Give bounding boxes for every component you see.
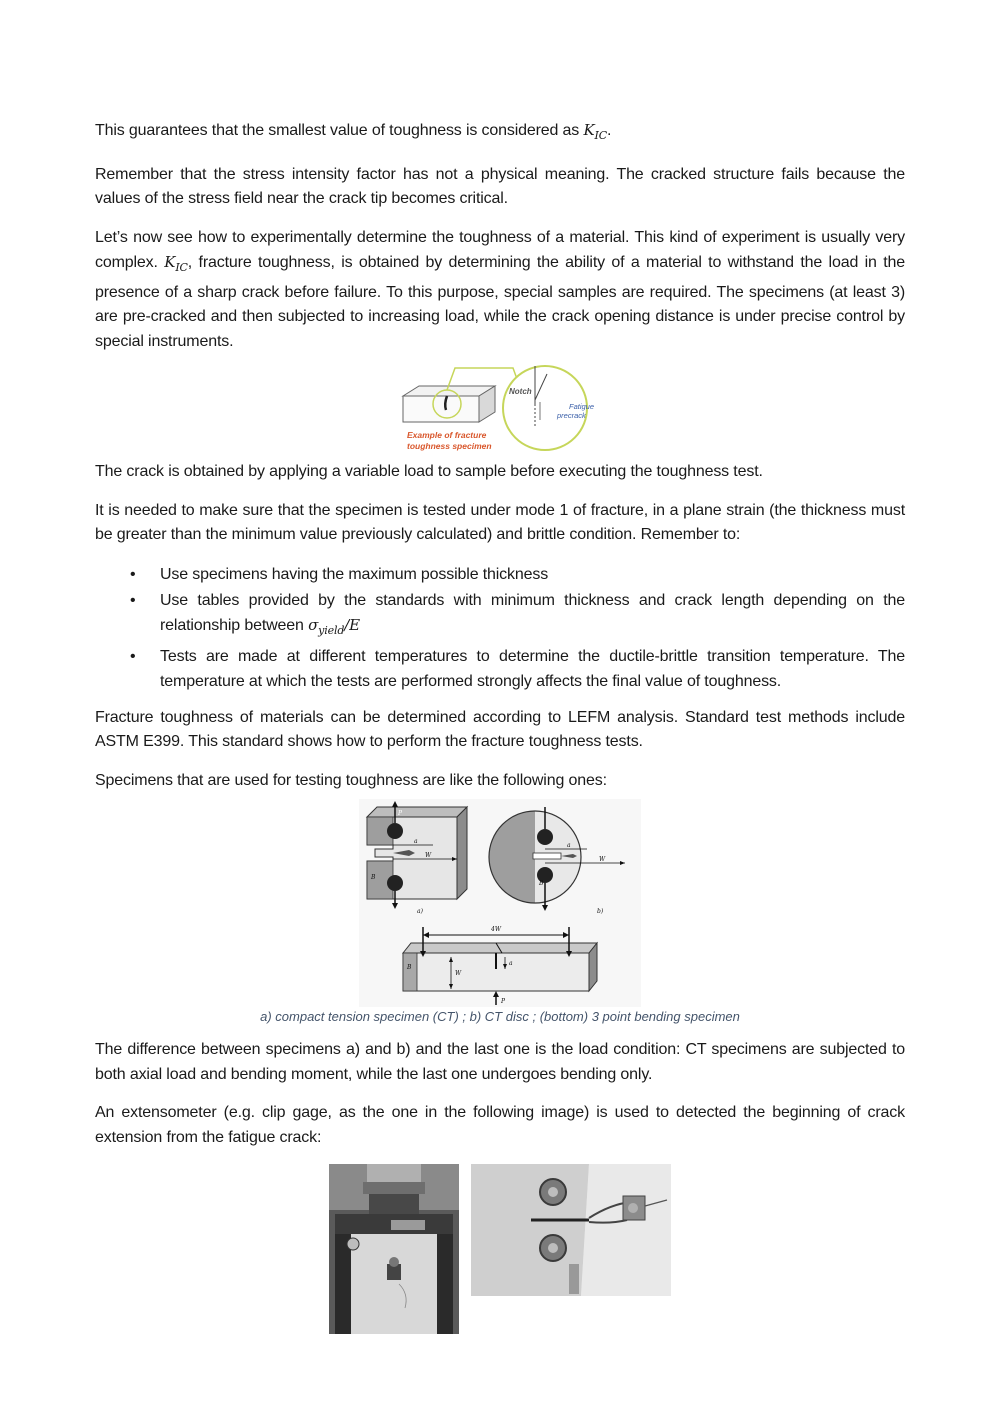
clip-gage-photo-left <box>329 1164 459 1334</box>
paragraph-text: , fracture toughness, is obtained by determining the ability of a material to withstand the load in the presence of a sharp crack before failure. To this purpose, special samples are required. The specimens (at least 3) are pre-cracked and then subjected to increasing load, while the crack opening distance is under precise control by special instruments. <box>95 254 905 350</box>
list-item: • Tests are made at different temperatures to determine the ductile-brittle transition temperature. The temperature at which the tests are performed strongly affects the final value of toughness. <box>130 647 905 690</box>
sublabel-b: b) <box>597 908 604 915</box>
load-label-p: P <box>501 998 506 1005</box>
width-label-w: W <box>599 856 606 863</box>
paragraph-tail: . <box>607 122 612 139</box>
list-item-text: Tests are made at different temperatures to determine the ductile-brittle transition temperature. The temperature at which the tests are performed strongly affects the final value of toughness. <box>160 647 905 690</box>
width-label-w: W <box>455 970 462 977</box>
sigma-sub: yield <box>318 623 345 637</box>
specimen-notch-figure <box>395 360 605 458</box>
paragraph-mode1: It is needed to make sure that the specimen is tested under mode 1 of fracture, in a plane strain (the thickness must be greater than the minimum value previously calculated) and brittle condition. Remember to: <box>95 501 905 543</box>
modulus-symbol: /E <box>344 615 360 634</box>
paragraph-crack-obtained: The crack is obtained by applying a variable load to sample before executing the toughness test. <box>95 463 763 480</box>
paragraph-specimens-intro: Specimens that are used for testing toughness are like the following ones: <box>95 771 607 789</box>
sublabel-a: a) <box>417 908 423 915</box>
kic-main: K <box>164 253 176 271</box>
specimen-types-figure <box>359 799 641 1007</box>
width-label-w: W <box>425 852 432 859</box>
thickness-label-b: B <box>371 874 376 881</box>
example-label-line1: Example of fracture <box>407 430 487 440</box>
kic-sub: IC <box>594 129 607 142</box>
kic-symbol <box>164 253 188 274</box>
crack-length-label-a: a <box>509 960 513 967</box>
paragraph-text: This guarantees that the smallest value of toughness is considered as <box>95 122 584 139</box>
clip-gage-photos <box>95 1164 905 1334</box>
paragraph-lefm: Fracture toughness of materials can be determined according to LEFM analysis. Standard test methods include ASTM E399. This standard shows how to perform the fracture toughness tests. <box>95 708 905 750</box>
ct-specimen-a <box>367 801 467 909</box>
clip-gage-photo-right <box>471 1164 671 1296</box>
list-item-text: Use specimens having the maximum possible thickness <box>160 565 549 583</box>
precrack-label: precrack <box>557 411 586 420</box>
paragraph-text: Let’s now see how to experimentally determine the toughness of a material. This kind of experiment is usually very complex. <box>95 228 905 271</box>
list-item: • Use tables provided by the standards with minimum thickness and crack length depending on the relationship between $\sigma_{yield}/E$ <box>130 591 905 637</box>
recommendation-list <box>95 562 905 694</box>
crack-length-label-a: a <box>567 842 571 849</box>
paragraph-experiment <box>95 226 905 355</box>
notch-label: Notch <box>509 387 532 396</box>
paragraph-kic-guarantee <box>95 118 905 149</box>
thickness-label-b: B <box>407 964 412 971</box>
thickness-label-b: B <box>539 880 544 887</box>
specimen-front-face <box>403 396 479 422</box>
span-label-4w: 4W <box>491 926 501 933</box>
list-item: • Use specimens having the maximum possible thickness <box>130 565 549 583</box>
example-label-line2: toughness specimen <box>407 441 492 451</box>
paragraph-extensometer: An extensometer (e.g. clip gage, as the one in the following image) is used to detected the beginning of crack extension from the fatigue crack: <box>95 1104 905 1146</box>
crack-length-label-a: a <box>414 838 418 845</box>
list-item-text: Use tables provided by the standards with minimum thickness and crack length depending on the relationship between <box>160 591 905 634</box>
sigma-yield-ratio <box>308 615 360 637</box>
fatigue-label: Fatigue <box>569 402 595 411</box>
paragraph-load-difference: The difference between specimens a) and b) and the last one is the load condition: CT specimens are subjected to both axial load and bending moment, while the last one undergoes bending only. <box>95 1041 905 1083</box>
figure-caption: a) compact tension specimen (CT) ; b) CT disc ; (bottom) 3 point bending specimen <box>260 1009 740 1024</box>
kic-sub: IC <box>175 261 188 274</box>
paragraph-stress-intensity: Remember that the stress intensity factor has not a physical meaning. The cracked structure fails because the values of the stress field near the crack tip becomes critical. <box>95 165 905 207</box>
kic-main: K <box>583 121 595 139</box>
load-label-p: P <box>398 810 403 817</box>
kic-symbol <box>583 121 607 142</box>
sigma-symbol: σ <box>308 615 319 634</box>
document-body <box>95 118 905 1334</box>
